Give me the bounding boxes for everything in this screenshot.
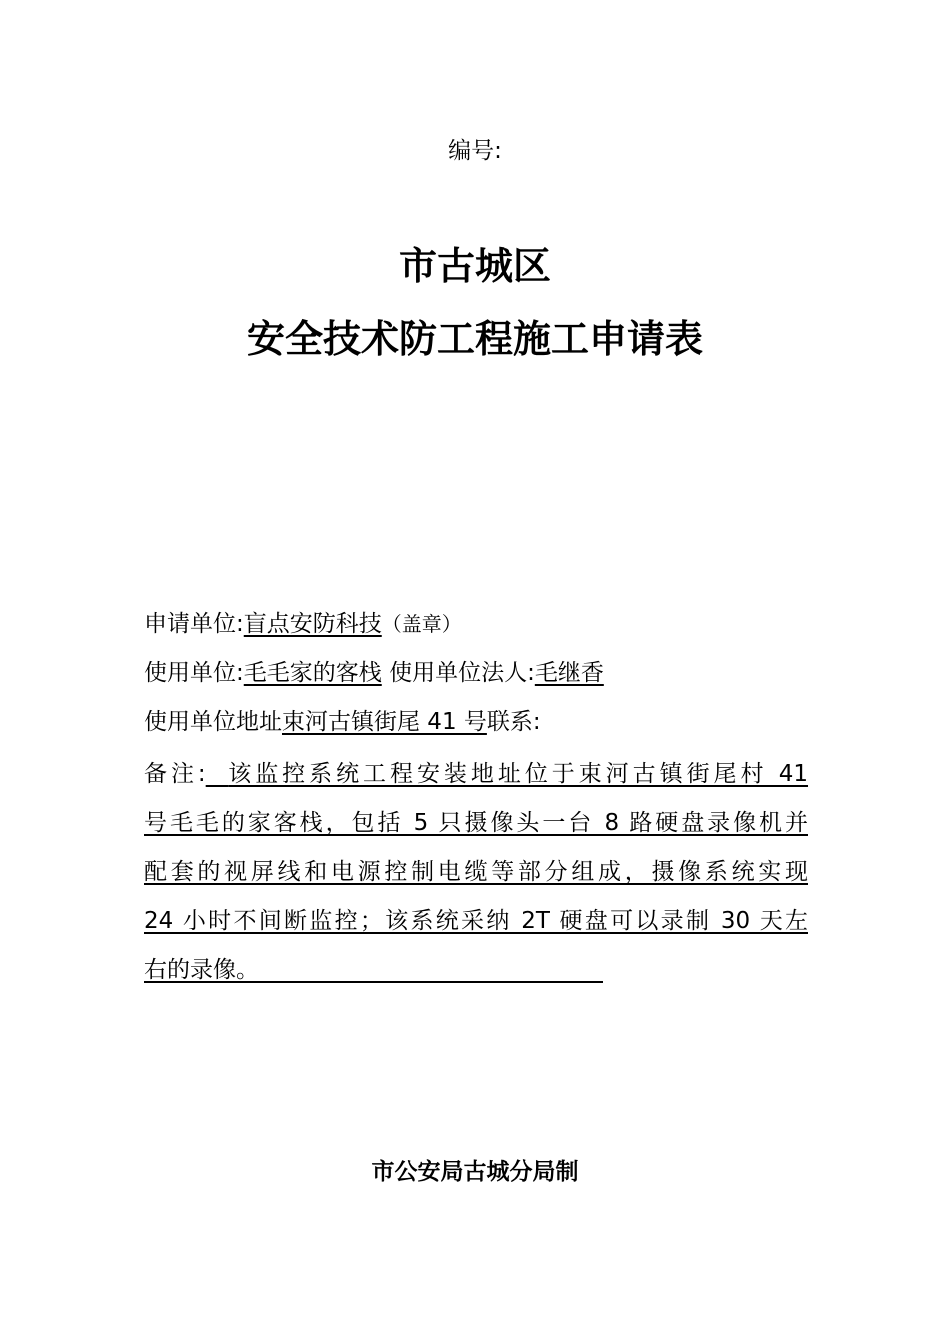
user-unit-row <box>144 655 808 704</box>
remarks-block <box>144 756 808 1001</box>
address-row <box>144 704 808 753</box>
applicant-value: 盲点安防科技 <box>243 611 382 637</box>
remarks-line-4: 24 小时不间断监控；该系统采纳 2T 硬盘可以录制 30 天左 <box>144 908 808 934</box>
remarks-line-1 <box>144 756 808 805</box>
remarks-line-5 <box>144 952 808 1001</box>
user-unit-value: 毛毛家的客栈 <box>243 660 382 686</box>
application-fields <box>144 606 808 753</box>
remarks-blank-underline <box>259 981 603 983</box>
address-value: 束河古镇街尾 41 号 <box>282 709 487 735</box>
user-unit-label: 使用单位: <box>144 660 244 686</box>
document-title-line2: 安全技术防工程施工申请表 <box>246 317 703 361</box>
address-label: 使用单位地址 <box>144 709 282 735</box>
remarks-text: 该监控系统工程安装地址位于束河古镇街尾村 41 <box>228 761 809 787</box>
applicant-label: 申请单位: <box>144 611 244 637</box>
issuer-footer: 市公安局古城分局制 <box>371 1159 579 1185</box>
remarks-line-3: 配套的视屏线和电源控制电缆等部分组成，摄像系统实现 <box>144 859 808 885</box>
legal-person-value: 毛继香 <box>534 660 604 686</box>
remarks-label: 备注: <box>144 761 206 787</box>
serial-number-label: 编号: <box>448 138 502 164</box>
remarks-line-2: 号毛毛的家客栈，包括 5 只摄像头一台 8 路硬盘录像机并 <box>144 810 808 836</box>
contact-label: 联系: <box>486 709 541 735</box>
legal-person-label: 使用单位法人: <box>389 660 535 686</box>
applicant-row <box>144 606 808 655</box>
remarks-text-end: 右的录像。 <box>144 957 259 983</box>
stamp-note: （盖章） <box>381 612 462 636</box>
document-title-line1: 市古城区 <box>398 244 551 288</box>
